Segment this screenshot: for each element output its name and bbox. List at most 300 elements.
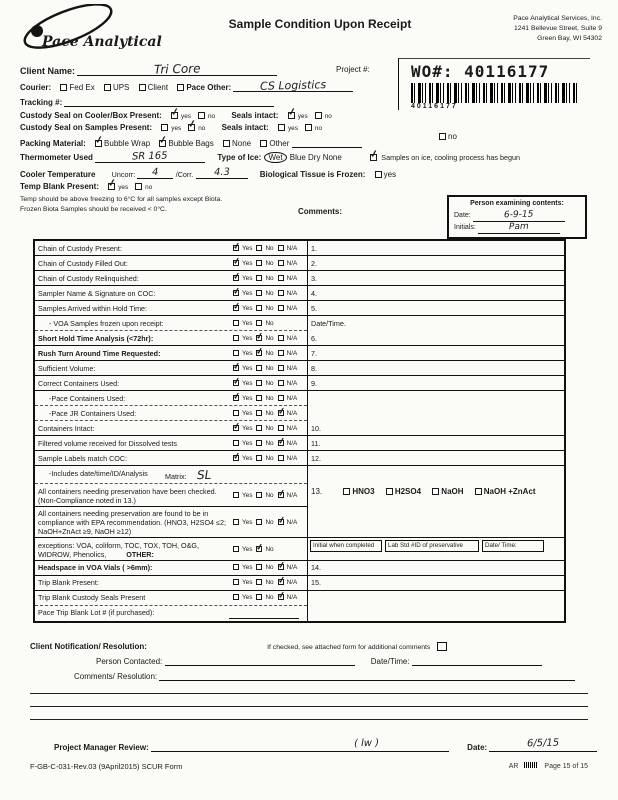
option-label: yes — [171, 125, 182, 132]
comment-cell: 11. — [307, 436, 564, 451]
checkbox-a — [278, 425, 284, 431]
pm-date-value: 6/5/15 — [527, 737, 560, 750]
initial-when-completed-box: Initial when completed — [310, 540, 382, 552]
checkbox-attached-comments — [437, 642, 447, 651]
row-label: Correct Containers Used: — [38, 378, 120, 388]
checkbox-n — [256, 260, 262, 266]
row-label: -Includes date/time/ID/Analysis — [49, 468, 148, 478]
checkbox-samples-on-ice — [369, 148, 380, 161]
option-label: no — [314, 125, 323, 132]
checkbox-h2so4 — [386, 488, 393, 495]
checkbox-n — [256, 492, 262, 498]
option-label: No — [265, 319, 274, 327]
table-row — [35, 576, 564, 591]
page-number-block — [509, 762, 588, 770]
tracking-field — [64, 95, 274, 107]
comment-line — [30, 681, 588, 694]
preservation-rows — [35, 484, 564, 538]
option-label: N/A — [286, 564, 298, 571]
note-line: Temp should be above freezing to 6°C for all samples except Biota. — [20, 195, 223, 203]
checkbox-n — [256, 579, 262, 585]
option-label: Yes — [242, 289, 253, 297]
checkmark: ✓ — [107, 177, 118, 190]
ice-options-label: Blue Dry None — [289, 153, 342, 162]
checkbox-y — [233, 320, 239, 326]
ups-label: UPS — [112, 82, 130, 92]
row-label: Sufficient Volume: — [38, 363, 96, 373]
client-courier-label: Client — [147, 82, 169, 92]
checkbox-y — [232, 254, 242, 267]
option-label: No — [265, 439, 274, 447]
checkmark: ✓ — [232, 449, 242, 462]
checkmark: ✓ — [232, 239, 242, 252]
fedex-label: Fed Ex — [69, 82, 95, 92]
custody-cooler-options — [164, 105, 216, 120]
checkbox-y — [232, 419, 242, 432]
trip-blank-lot-field — [229, 607, 299, 619]
option-label: N/A — [286, 349, 298, 357]
option-label: Yes — [242, 492, 253, 500]
checkbox-n — [256, 320, 262, 326]
cooler-temperature-row — [20, 167, 602, 179]
courier-other-field — [233, 77, 353, 93]
comment-cell: 7. — [307, 346, 564, 361]
comment-line — [30, 707, 588, 720]
person-contacted-row — [96, 654, 588, 666]
checkbox-a — [278, 245, 284, 251]
checkmark: ✓ — [276, 514, 286, 526]
option-label: No — [265, 519, 274, 527]
checkmark: ✓ — [276, 589, 286, 601]
checkbox-y — [232, 389, 242, 402]
comment-cell: 1. — [307, 241, 564, 256]
option-label: No — [265, 424, 274, 432]
row-label: Chain of Custody Relinquished: — [38, 273, 139, 283]
temperature-notes — [20, 195, 450, 216]
datetime-label: Date/Time: — [370, 657, 410, 666]
option-label: No — [265, 579, 274, 586]
option-label: No — [265, 289, 274, 297]
checkmark: ✓ — [276, 404, 286, 417]
checkbox-n — [187, 118, 198, 131]
option-label: Yes — [242, 364, 253, 372]
corr-value: 4.3 — [213, 166, 230, 178]
project-manager-signature: ( lw ) — [353, 737, 380, 750]
datetime-field — [412, 654, 542, 666]
courier-row — [20, 77, 602, 93]
checkmark: ✓ — [232, 299, 242, 312]
comment-line — [30, 694, 588, 707]
comments-resolution-label: Comments/ Resolution: — [74, 672, 158, 681]
packing-material-row — [20, 133, 602, 148]
option-label: No — [265, 546, 274, 554]
option-label: N/A — [286, 579, 298, 586]
checkbox-n — [256, 425, 262, 431]
checkbox-fedex — [60, 84, 67, 91]
checkmark: ✓ — [286, 105, 298, 119]
option-label: No — [265, 594, 274, 601]
comment-cell: 2. — [307, 256, 564, 271]
checkbox-n — [305, 124, 312, 131]
row-label: Headspace in VOA Vials ( >6mm): — [38, 563, 153, 572]
checkbox-y — [232, 299, 242, 312]
checkbox-bubble-wrap — [94, 133, 105, 147]
comments-resolution-field — [159, 669, 575, 681]
row-options — [229, 346, 307, 360]
table-row — [35, 241, 564, 256]
receipt-header-fields — [20, 61, 602, 216]
option-label: No — [265, 349, 274, 357]
address-line: 1241 Bellevue Street, Suite 9 — [513, 25, 602, 33]
examiner-date-value: 6-9-15 — [503, 209, 534, 221]
option-label: No — [265, 492, 274, 500]
checkbox-y — [232, 269, 242, 282]
thermometer-field — [95, 151, 205, 163]
row-number: 13. — [311, 487, 323, 496]
row-options — [229, 331, 307, 345]
checkmark: ✓ — [232, 359, 242, 372]
client-name-row — [20, 61, 602, 77]
row-label: All containers needing preservation are found to be in compliance with EPA recommendation. (HNO3, H2SO4 ≤2; NaOH+ZnAct ≥9, NaOH ≥12) — [38, 509, 226, 536]
option-label: Yes — [242, 274, 253, 282]
checkbox-n — [256, 440, 262, 446]
samples-on-ice-label: Samples on ice, cooling process has begun — [381, 153, 520, 162]
checkbox-n — [256, 305, 262, 311]
checkbox-ups — [104, 84, 111, 91]
checkbox-y — [233, 335, 239, 341]
table-subrow — [35, 466, 564, 484]
checkbox-hno3 — [343, 488, 350, 495]
option-label: yes — [181, 112, 191, 120]
person-contacted-field — [165, 654, 355, 666]
temp-blank-row — [20, 177, 602, 191]
option-label: N/A — [286, 424, 298, 432]
checkbox-y — [233, 594, 239, 600]
option-label: Yes — [242, 454, 253, 462]
checkbox-y — [233, 410, 239, 416]
client-name-field — [77, 61, 277, 77]
checkbox-bio-no — [439, 133, 446, 140]
checkbox-client-courier — [139, 84, 146, 91]
packing-material-label: Packing Material: — [20, 138, 86, 148]
checkmark: ✓ — [232, 269, 242, 282]
checkbox-naoh — [432, 488, 439, 495]
comment-cell: Date/Time. — [307, 316, 564, 331]
option-label: Yes — [242, 379, 253, 387]
row-label — [35, 538, 229, 560]
person-contacted-label: Person Contacted: — [96, 657, 163, 666]
preservative-comment-cell — [307, 484, 564, 538]
checkbox-y — [232, 374, 242, 387]
checkmark: ✓ — [276, 559, 286, 571]
row-label: Pace Trip Blank Lot # (if purchased): — [38, 608, 155, 617]
table-row — [35, 606, 564, 621]
client-notification-section — [30, 642, 588, 771]
preservation-log-cell — [307, 538, 564, 561]
option-label: yes — [118, 184, 129, 191]
checkmark: ✓ — [232, 254, 242, 267]
option-label: Yes — [242, 349, 253, 357]
notification-header-row — [30, 642, 588, 651]
checkbox-other-packing — [260, 140, 267, 147]
checkmark: ✓ — [276, 574, 286, 586]
client-name-label: Client Name: — [20, 66, 76, 76]
table-row — [35, 484, 307, 507]
thermometer-value: SR 165 — [132, 150, 169, 163]
matrix-field — [165, 466, 307, 483]
barcode-text: 40116177 — [411, 103, 458, 110]
seals-intact-label: Seals intact: — [221, 123, 269, 132]
table-row — [35, 361, 564, 376]
option-label: no — [198, 125, 206, 132]
logo-text: Pace Analytical — [42, 34, 162, 50]
option-label: yes — [297, 112, 308, 120]
table-subrow — [35, 391, 564, 406]
option-label: No — [265, 364, 274, 372]
comments-resolution-row — [74, 669, 588, 681]
checkbox-n — [256, 365, 262, 371]
biological-tissue-label: Biological Tissue is Frozen: — [259, 169, 366, 179]
row-label: Chain of Custody Present: — [38, 243, 122, 253]
checkbox-y — [233, 519, 239, 525]
option-label: Yes — [242, 304, 253, 312]
checkbox-y — [170, 105, 181, 119]
checkmark: ✓ — [232, 389, 242, 402]
row-options — [229, 361, 307, 375]
person-examining-title: Person examining contents: — [470, 200, 564, 207]
type-of-ice-label: Type of Ice: — [217, 153, 262, 162]
exceptions-row — [35, 538, 564, 561]
table-row — [35, 376, 564, 391]
page-left-mark: AR — [508, 763, 519, 770]
checkmark: ✓ — [369, 148, 380, 161]
person-examining-box — [447, 195, 587, 239]
thermometer-row — [20, 148, 602, 163]
seals-intact2-options — [271, 123, 322, 132]
option-label: N/A — [286, 454, 298, 462]
checkbox-n — [256, 564, 262, 570]
option-label: no — [324, 112, 332, 120]
row-options — [229, 271, 307, 285]
comments-header: Comments: — [298, 206, 343, 216]
option-label: No — [265, 304, 274, 312]
checkbox-n — [255, 344, 265, 357]
client-notification-label: Client Notification/ Resolution: — [30, 642, 147, 651]
tracking-row — [20, 95, 602, 107]
comment-cell: 14. — [307, 561, 564, 576]
checkbox-a — [276, 434, 286, 447]
examiner-date-field — [473, 210, 565, 222]
option-label: Yes — [242, 439, 253, 447]
checkbox-y — [233, 440, 239, 446]
row-options — [229, 391, 307, 405]
row-options — [229, 561, 307, 575]
checkbox-n — [198, 112, 205, 119]
option-label: Yes — [242, 409, 253, 417]
option-label: N/A — [286, 409, 298, 417]
bio-yes-label: yes — [383, 169, 397, 179]
option-label: N/A — [286, 244, 298, 252]
checkbox-bubble-bags — [158, 133, 169, 147]
checkbox-y — [232, 359, 242, 372]
checkbox-n — [256, 519, 262, 525]
temp-blank-options — [101, 177, 153, 191]
row-label: Sampler Name & Signature on COC: — [38, 288, 156, 298]
other-packing-field — [292, 136, 362, 148]
checkmark: ✓ — [255, 541, 265, 553]
note-line: Frozen Biota Samples should be received < 0°C. — [20, 206, 167, 214]
checkmark: ✓ — [187, 118, 198, 131]
row-label: Trip Blank Custody Seals Present — [38, 593, 146, 602]
checkbox-none — [223, 140, 230, 147]
other-label: OTHER: — [126, 549, 154, 559]
checkbox-y — [232, 284, 242, 297]
option-label: N/A — [286, 594, 298, 601]
checkbox-n — [315, 112, 322, 119]
option-label: N/A — [286, 492, 298, 500]
option-label: Yes — [242, 546, 253, 554]
pace-other-label: Pace Other: — [186, 82, 232, 92]
row-label: Chain of Custody Filled Out: — [38, 258, 128, 268]
checkbox-a — [278, 290, 284, 296]
option-label: no — [208, 112, 216, 120]
checkbox-a — [278, 455, 284, 461]
row-label: Containers Intact: — [38, 423, 95, 433]
option-label: N/A — [286, 379, 298, 387]
checkbox-n — [255, 541, 265, 553]
checkmark: ✓ — [255, 329, 265, 342]
checkbox-y — [233, 492, 239, 498]
option-label: N/A — [286, 519, 298, 527]
checkbox-n — [256, 245, 262, 251]
table-row — [35, 346, 564, 361]
row-label: Trip Blank Present: — [38, 578, 99, 587]
table-row — [35, 256, 564, 271]
comment-cell — [307, 606, 564, 621]
comment-cell: 8. — [307, 361, 564, 376]
option-label: yes — [287, 125, 298, 132]
row-options — [229, 406, 307, 420]
courier-label: Courier: — [20, 82, 52, 92]
h2so4-label: H2SO4 — [394, 487, 422, 496]
tracking-label: Tracking #: — [20, 98, 63, 107]
table-subrow — [35, 591, 564, 606]
checkbox-a — [278, 350, 284, 356]
row-options — [229, 543, 307, 555]
option-label: No — [265, 394, 274, 402]
checkmark: ✓ — [94, 133, 105, 147]
datetime-box: Date/ Time: — [482, 540, 544, 552]
other-packing-label: Other — [269, 138, 290, 148]
checkbox-y — [233, 579, 239, 585]
option-label: No — [265, 564, 274, 571]
examiner-initials-field — [478, 222, 560, 234]
corr-field — [196, 167, 248, 179]
checkbox-n — [256, 380, 262, 386]
address-line: Pace Analytical Services, Inc. — [513, 15, 602, 22]
table-subrow — [35, 316, 564, 331]
checkbox-y — [286, 105, 298, 119]
address-line: Green Bay, WI 54302 — [537, 35, 602, 43]
option-label: Yes — [242, 519, 253, 527]
checkbox-a — [278, 260, 284, 266]
checkbox-bio-yes — [375, 171, 382, 178]
option-label: Yes — [242, 579, 253, 586]
comment-cell: 10. — [307, 421, 564, 436]
row-label: -Pace JR Containers Used: — [49, 408, 137, 418]
condition-checklist-table — [33, 239, 566, 623]
uncorr-field — [137, 167, 173, 179]
option-label: Yes — [242, 259, 253, 267]
option-label: Yes — [242, 424, 253, 432]
row-options — [229, 576, 307, 590]
table-subrow — [35, 406, 564, 421]
row-options — [229, 301, 307, 315]
checkbox-a — [276, 559, 286, 571]
matrix-value: SL — [196, 467, 212, 482]
checkbox-naoh-znact — [475, 488, 482, 495]
seals-intact-label: Seals intact: — [231, 110, 279, 120]
row-label: Samples Arrived within Hold Time: — [38, 303, 148, 313]
checkbox-n — [256, 275, 262, 281]
checkbox-a — [278, 395, 284, 401]
lab-std-id-box: Lab Std #ID of preservative — [385, 540, 479, 552]
logo-swoosh-icon — [12, 4, 172, 60]
option-label: Yes — [242, 394, 253, 402]
checkbox-n — [256, 455, 262, 461]
table-row — [35, 421, 564, 436]
option-label: N/A — [286, 259, 298, 267]
table-row — [35, 301, 564, 316]
matrix-label: Matrix: — [165, 471, 187, 481]
comment-cell — [307, 466, 564, 484]
lab-address — [513, 14, 602, 45]
option-label: N/A — [286, 304, 298, 312]
checkbox-a — [276, 514, 286, 526]
checkbox-y — [232, 239, 242, 252]
table-row — [35, 286, 564, 301]
work-order-number: WO#: 40116177 — [411, 62, 550, 81]
checkbox-y — [233, 350, 239, 356]
option-label: Yes — [242, 594, 253, 601]
comment-cell: 3. — [307, 271, 564, 286]
checkmark: ✓ — [255, 344, 265, 357]
comment-cell: 12. — [307, 451, 564, 466]
mini-barcode — [524, 762, 538, 768]
option-label: N/A — [286, 439, 298, 447]
examiner-initials-row — [454, 222, 580, 234]
checkbox-y — [233, 564, 239, 570]
checkmark: ✓ — [158, 133, 169, 147]
row-options — [229, 376, 307, 390]
option-label: No — [265, 334, 274, 342]
option-label: No — [265, 274, 274, 282]
row-options — [229, 591, 307, 605]
row-label: Sample Labels match COC: — [38, 453, 128, 463]
comment-cell — [307, 391, 564, 406]
option-label: Yes — [242, 564, 253, 571]
row-label: Rush Turn Around Time Requested: — [38, 348, 161, 358]
bubble-wrap-label: Bubble Wrap — [104, 138, 151, 148]
comment-cell: 15. — [307, 576, 564, 591]
checkmark: ✓ — [276, 487, 286, 499]
row-options — [229, 436, 307, 450]
checkbox-pace-other — [177, 84, 184, 91]
page-number: Page 15 of 15 — [544, 763, 588, 770]
row-options — [229, 489, 307, 501]
option-label: N/A — [286, 334, 298, 342]
bio-no-label: no — [448, 132, 457, 141]
